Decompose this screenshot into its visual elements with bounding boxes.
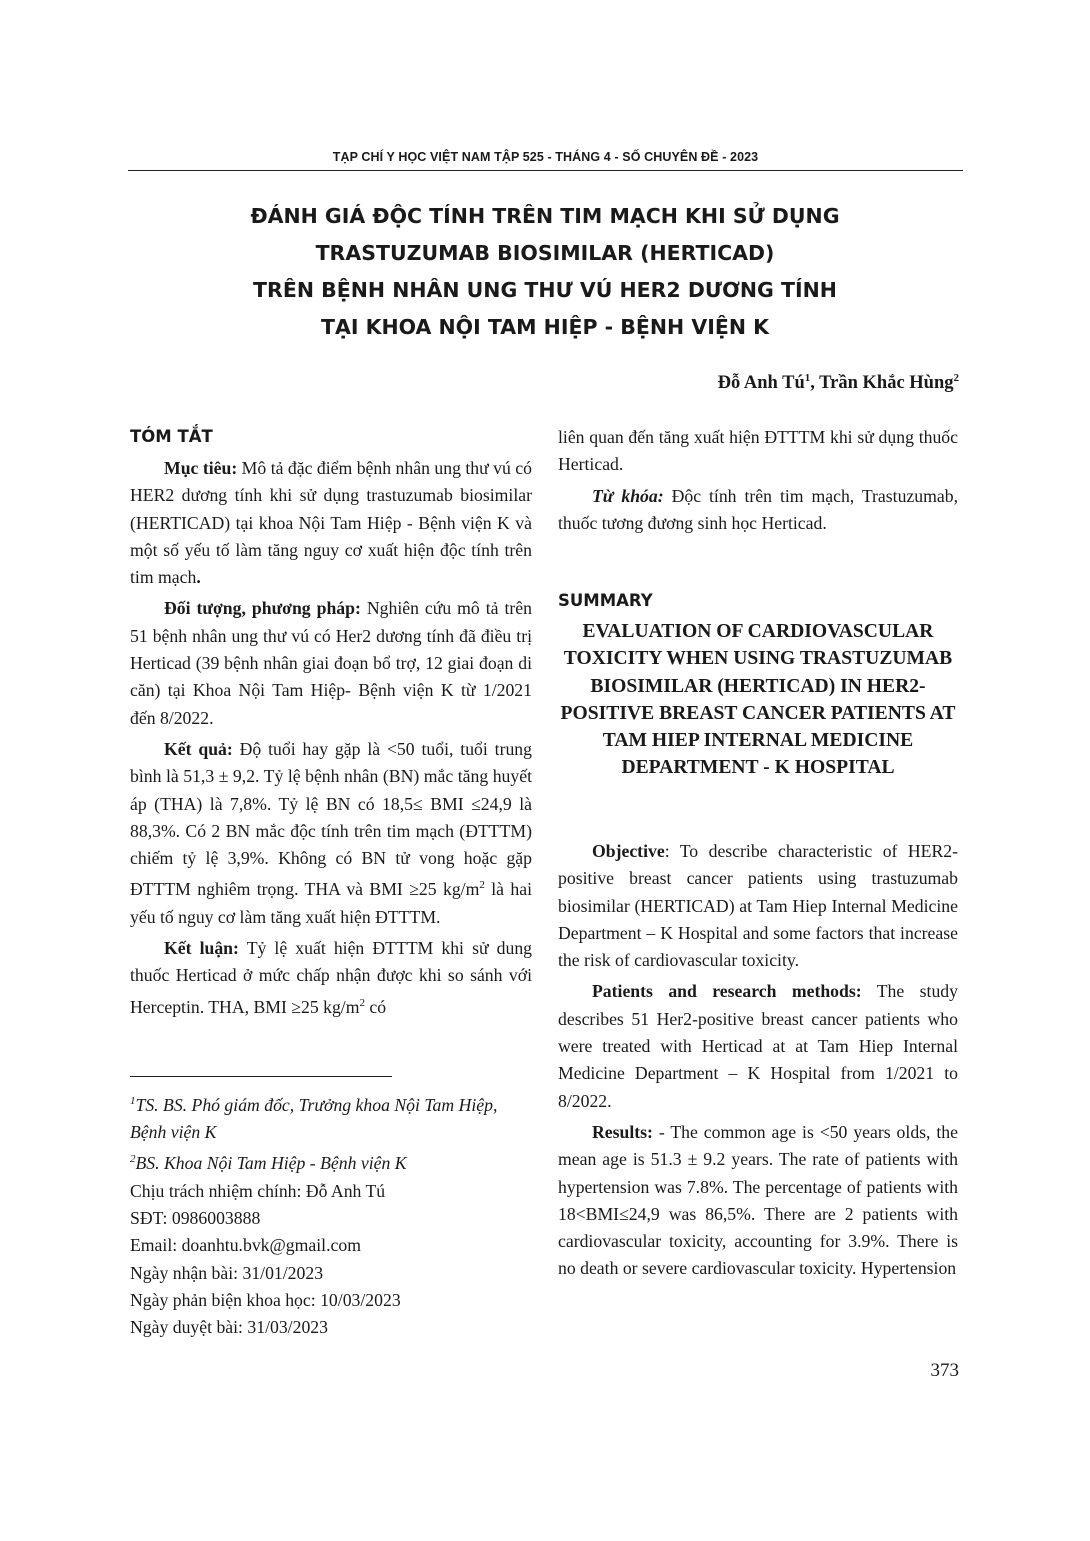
results-label: Kết quả: — [164, 738, 233, 759]
superscript: 2 — [359, 996, 365, 1009]
header-rule — [128, 170, 963, 171]
abstract-vi-continued — [558, 424, 958, 541]
title-line: ĐÁNH GIÁ ĐỘC TÍNH TRÊN TIM MẠCH KHI SỬ DỤNG — [250, 204, 840, 228]
author-affiliation-mark: 1 — [804, 372, 811, 384]
english-title: EVALUATION OF CARDIOVASCULAR TOXICITY WHEN USING TRASTUZUMAB BIOSIMILAR (HERTICAD) IN HER2-POSITIVE BREAST CANCER PATIENTS AT TAM HIEP INTERNAL MEDICINE DEPARTMENT - K HOSPITAL — [560, 621, 956, 779]
results-text-en: - The common age is <50 years olds, the mean age is 51.3 ± 9.2 years. The rate of patients with hypertension was 7.8%. The percentage of patients with 18<BMI≤24,9 was 86,5%. There are 2 patients with cardiovascular toxicity, accounting for 3.9%. There is no death or severe cardiovascular toxicity. Hypertension — [558, 1121, 958, 1279]
footnote-mark: 2 — [130, 1153, 136, 1166]
journal-header: TẠP CHÍ Y HỌC VIỆT NAM TẬP 525 - THÁNG 4 - SỐ CHUYÊN ĐỀ - 2023 — [332, 150, 759, 164]
results-paragraph-en — [558, 1119, 958, 1283]
phone: SĐT: 0986003888 — [130, 1207, 261, 1228]
corresponding-author: Chịu trách nhiệm chính: Đỗ Anh Tú — [130, 1180, 386, 1201]
methods-paragraph-en — [558, 978, 958, 1114]
results-label-en: Results: — [592, 1121, 653, 1142]
email: Email: doanhtu.bvk@gmail.com — [130, 1235, 361, 1256]
page-number: 373 — [930, 1360, 959, 1381]
objective-paragraph-en — [558, 838, 958, 974]
accepted-date: Ngày duyệt bài: 31/03/2023 — [130, 1317, 328, 1338]
abstract-heading: TÓM TẮT — [130, 427, 213, 446]
results-text-cont: là hai yếu tố nguy cơ làm tăng xuất hiện ĐTTTM. — [130, 879, 532, 927]
title-line: TRÊN BỆNH NHÂN UNG THƯ VÚ HER2 DƯƠNG TÍNH — [253, 278, 837, 302]
footnote-mark: 1 — [130, 1095, 136, 1107]
methods-paragraph — [130, 595, 532, 731]
article-title — [130, 198, 960, 346]
author-affiliation-mark: 2 — [953, 372, 959, 384]
results-paragraph — [130, 736, 532, 931]
methods-label-en: Patients and research methods: — [592, 981, 862, 1002]
results-text: Độ tuổi hay gặp là <50 tuổi, tuổi trung bình là 51,3 ± 9,2. Tỷ lệ bệnh nhân (BN) mắc tăng huyết áp (THA) là 7,8%. Tỷ lệ BN có 18,5≤ BMI ≤24,9 là 88,3%. Có 2 BN mắc độc tính trên tim mạch (ĐTTTM) chiếm tỷ lệ 3,9%. Không có BN tử vong hoặc gặp ĐTTTM nghiêm trọng. THA và BMI ≥25 kg/m — [130, 738, 532, 900]
footnote-affiliation-1 — [130, 1088, 532, 1146]
footnote-rule — [130, 1076, 392, 1077]
footnote-text: BS. Khoa Nội Tam Hiệp - Bệnh viện K — [135, 1153, 407, 1174]
footnotes — [130, 1088, 532, 1341]
keywords-paragraph — [558, 483, 958, 538]
objective-label-en: Objective — [592, 841, 665, 861]
author-name: Đỗ Anh Tú — [717, 373, 805, 394]
author-list — [718, 372, 959, 394]
objective-text: Mô tả đặc điểm bệnh nhân ung thư vú có HER2 dương tính khi sử dụng trastuzumab biosimilar (HERTICAD) tại khoa Nội Tam Hiệp - Bệnh viện K và một số yếu tố làm tăng nguy cơ xuất hiện độc tính trên tim mạch — [130, 458, 532, 588]
objective-paragraph — [130, 455, 532, 591]
conclusion-text: Tỷ lệ xuất hiện ĐTTTM khi sử dung thuốc Herticad ở mức chấp nhận được khi so sánh với Herceptin. THA, BMI ≥25 kg/m — [130, 937, 533, 1017]
superscript: 2 — [479, 879, 485, 892]
received-date: Ngày nhận bài: 31/01/2023 — [130, 1262, 324, 1283]
author-separator: , — [810, 373, 820, 394]
title-line: TRASTUZUMAB BIOSIMILAR (HERTICAD) — [315, 241, 775, 265]
conclusion-text-cont: có — [364, 996, 387, 1017]
reviewed-date: Ngày phản biện khoa học: 10/03/2023 — [130, 1289, 401, 1310]
title-line: TẠI KHOA NỘI TAM HIỆP - BỆNH VIỆN K — [320, 315, 770, 339]
footnote-affiliation-2 — [130, 1146, 532, 1177]
footnote-text: TS. BS. Phó giám đốc, Trưởng khoa Nội Tam Hiệp, Bệnh viện K — [130, 1094, 498, 1143]
abstract-vi-body — [130, 455, 532, 1025]
keywords-text: Độc tính trên tim mạch, Trastuzumab, thuốc tương đương sinh học Herticad. — [558, 485, 958, 533]
objective-text-en: : To describe characteristic of HER2-positive breast cancer patients using trastuzumab biosimilar (HERTICAD) at Tam Hiep Internal Medicine Department – K Hospital and some factors that increase the risk of cardiovascular toxicity. — [558, 841, 958, 971]
conclusion-paragraph — [130, 935, 532, 1021]
methods-text: Nghiên cứu mô tả trên 51 bệnh nhân ung thư vú có Her2 dương tính đã điều trị Herticad (39 bệnh nhân giai đoạn bổ trợ, 12 giai đoạn di căn) tại Khoa Nội Tam Hiệp- Bệnh viện K từ 1/2021 đến 8/2022. — [130, 598, 532, 728]
keywords-label: Từ khóa: — [592, 485, 664, 506]
conclusion-label: Kết luận: — [164, 937, 239, 958]
summary-body — [558, 838, 958, 1287]
author-name: Trần Khắc Hùng — [819, 373, 954, 394]
methods-label: Đối tượng, phương pháp: — [164, 598, 361, 619]
objective-label: Mục tiêu: — [164, 458, 238, 478]
summary-heading: SUMMARY — [558, 591, 653, 610]
objective-end: . — [196, 567, 201, 588]
methods-text-en: The study describes 51 Her2-positive breast cancer patients who were treated with Herticad at at Tam Hiep Internal Medicine Department – K Hospital from 1/2021 to 8/2022. — [558, 981, 958, 1111]
conclusion-continued: liên quan đến tăng xuất hiện ĐTTTM khi sử dụng thuốc Herticad. — [558, 427, 958, 475]
